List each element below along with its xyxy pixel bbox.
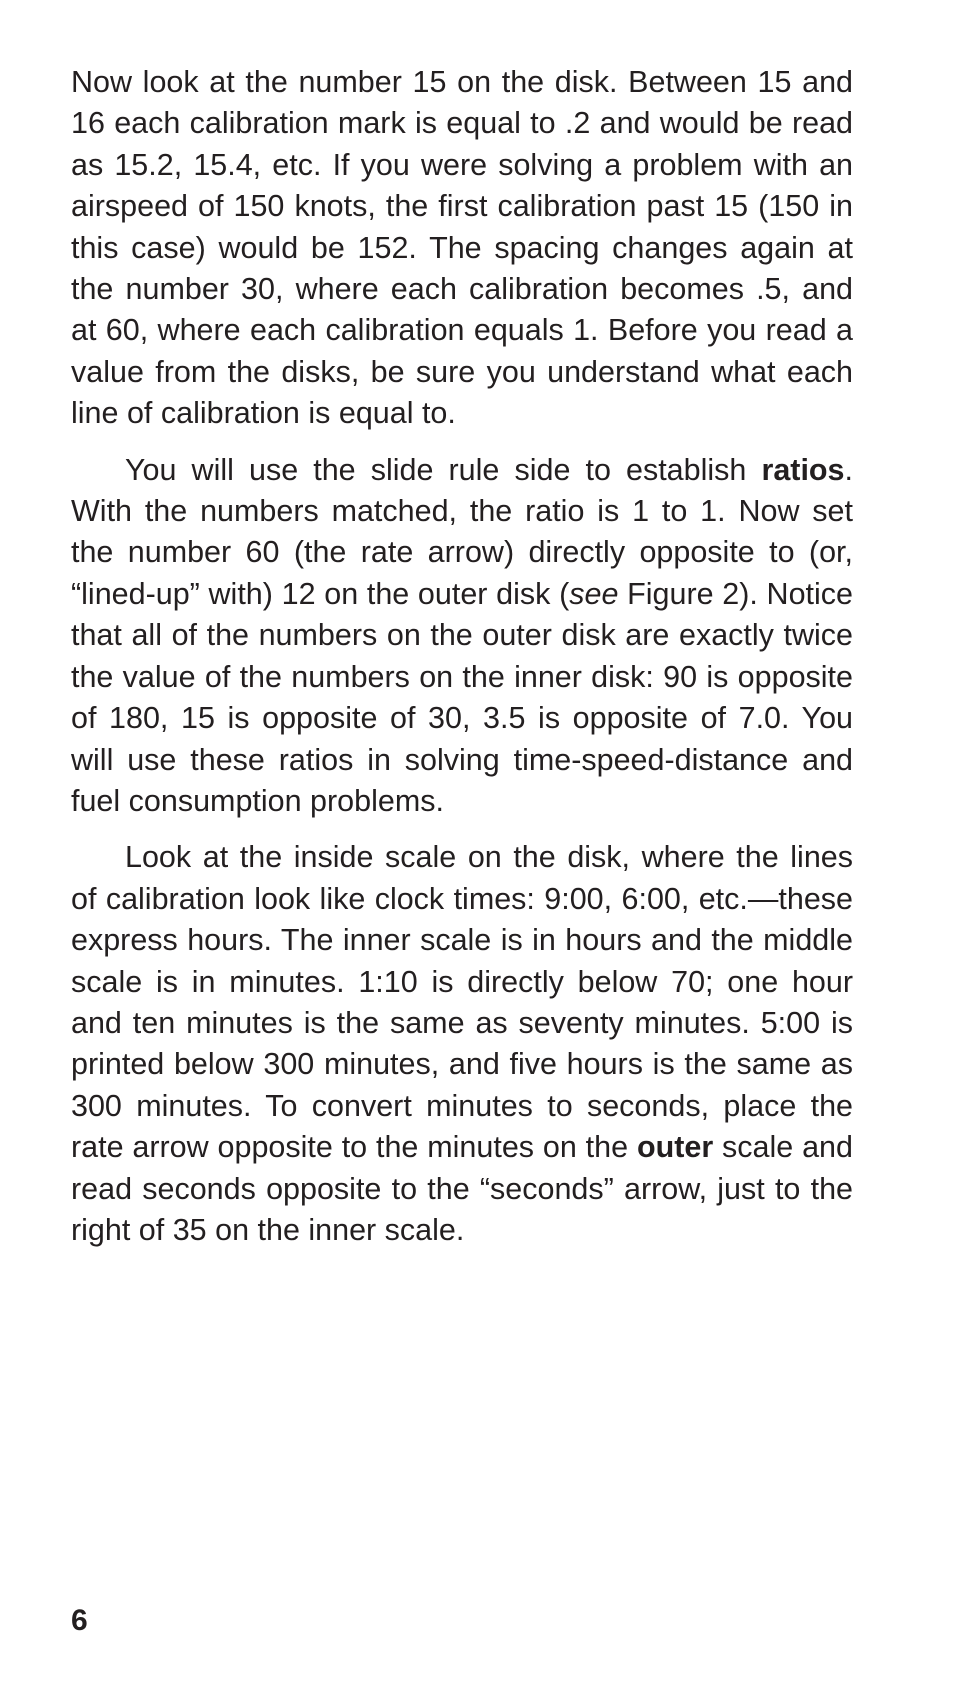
paragraph-calibration: Now look at the number 15 on the disk. Between 15 and 16 each calibration mark is equal to .2 and would be read as 15.2, 15.4, etc. If you were solving a problem with an airspeed of 150 knots, the first calibration past 15 (150 in this case) would be 152. The spacing changes again at the number 30, where each calibration becomes .5, and at 60, where each calibration equals 1. Before you read a value from the disks, be sure you understand what each line of calibration is equal to. bbox=[71, 65, 853, 431]
term-ratios: ratios bbox=[761, 452, 845, 487]
see-reference: see bbox=[569, 576, 619, 611]
paragraph-time-scale bbox=[71, 837, 853, 1251]
paragraph-text: scale and read seconds opposite to the “seconds” arrow, just to the right of 35 on the inner scale. bbox=[71, 1130, 853, 1247]
paragraph-text: Look at the inside scale on the disk, where the lines of calibration look like clock times: 9:00, 6:00, etc.—these express hours. The inner scale is in hours and the middle scale is in minutes. 1:10 is directly below 70; one hour and ten minutes is the same as seventy minutes. 5:00 is printed below 300 minutes, and five hours is the same as 300 minutes. To convert minutes to seconds, place the rate arrow opposite to the minutes on the bbox=[71, 840, 853, 1165]
paragraph-text: Figure 2). Notice that all of the numbers on the outer disk are exactly twice the value of the numbers on the inner disk: 90 is opposite of 180, 15 is opposite of 30, 3.5 is opposite of 7.0. You will use these ratios in solving time-speed-distance and fuel consumption problems. bbox=[71, 576, 853, 818]
paragraph-text: . With the numbers matched, the ratio is 1 to 1. Now set the number 60 (the rate arrow) directly opposite to (or, “lined-up” with) 12 on the outer disk ( bbox=[71, 452, 853, 611]
term-outer: outer bbox=[636, 1130, 714, 1165]
paragraph-ratios bbox=[71, 450, 853, 823]
paragraph-text: You will use the slide rule side to establish bbox=[125, 452, 762, 487]
page-number: 6 bbox=[71, 1604, 88, 1637]
page-body bbox=[71, 62, 853, 1251]
